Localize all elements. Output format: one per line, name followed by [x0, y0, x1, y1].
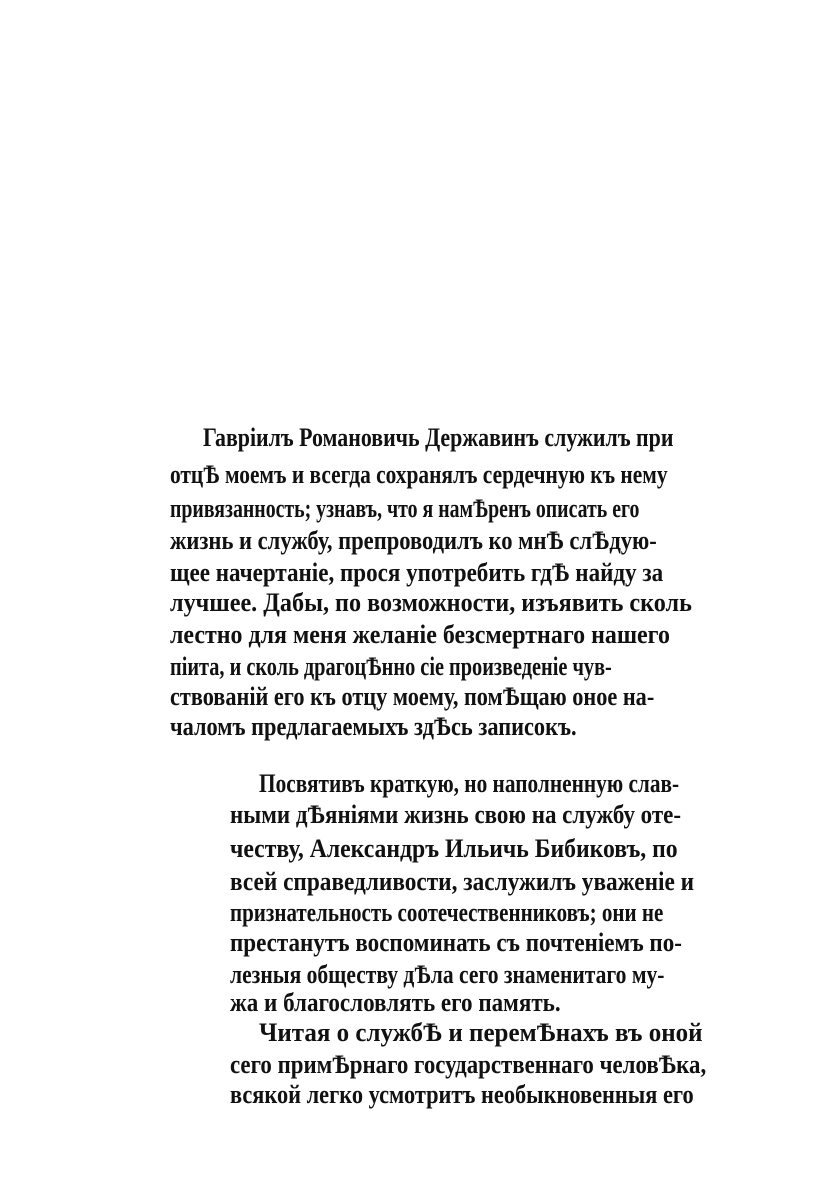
body-line-7: лезныя обществу дѢла сего знаменитаго му- — [230, 960, 665, 989]
intro-line-9: ствованiй его къ отцу моему, помѢщаю оное на- — [170, 682, 655, 711]
intro-line-10: чаломъ предлагаемыхъ здѢсь записокъ. — [170, 712, 577, 741]
body-line-2: ными дѢянiями жизнь свою на службу оте- — [230, 800, 682, 829]
body-line-4: всей справедливости, заслужилъ уваженiе и — [230, 867, 695, 896]
body-line-11: всякой легко усмотритъ необыкновенныя его — [230, 1080, 694, 1109]
intro-line-4: жизнь и службу, препроводилъ ко мнѢ слѢдую- — [170, 526, 657, 555]
intro-line-3: привязанность; узнавъ, что я намѢренъ описать его — [170, 494, 640, 523]
intro-line-7: лестно для меня желанiе безсмертнаго нашего — [170, 620, 670, 649]
body-line-10: сего примѢрнаго государственнаго человѢка, — [230, 1050, 707, 1079]
intro-line-6: лучшее. Дабы, по возможности, изъявить сколь — [170, 588, 692, 617]
body-line-8: жа и благословлять его память. — [230, 988, 561, 1017]
intro-line-5: щее начертанiе, прося употребить гдѢ найду за — [170, 558, 664, 587]
body-line-1: Посвятивъ краткую, но наполненную слав- — [259, 769, 680, 798]
intro-line-2: отцѢ моемъ и всегда сохранялъ сердечную къ нему — [170, 460, 668, 489]
body-line-5: признательность соотечественниковъ; они не — [230, 898, 664, 927]
body-line-3: честву, Александръ Ильичь Бибиковъ, по — [230, 834, 678, 863]
body-line-6: престанутъ воспоминать съ почтенiемъ по- — [230, 928, 682, 957]
intro-line-1: Гаврiилъ Романовичь Державинъ служилъ при — [203, 423, 674, 452]
intro-line-8: пiита, и сколь драгоцѢнно сiе произведенiе чув- — [170, 652, 612, 681]
body-line-9: Читая о службѢ и перемѢнахъ въ оной — [259, 1018, 703, 1047]
